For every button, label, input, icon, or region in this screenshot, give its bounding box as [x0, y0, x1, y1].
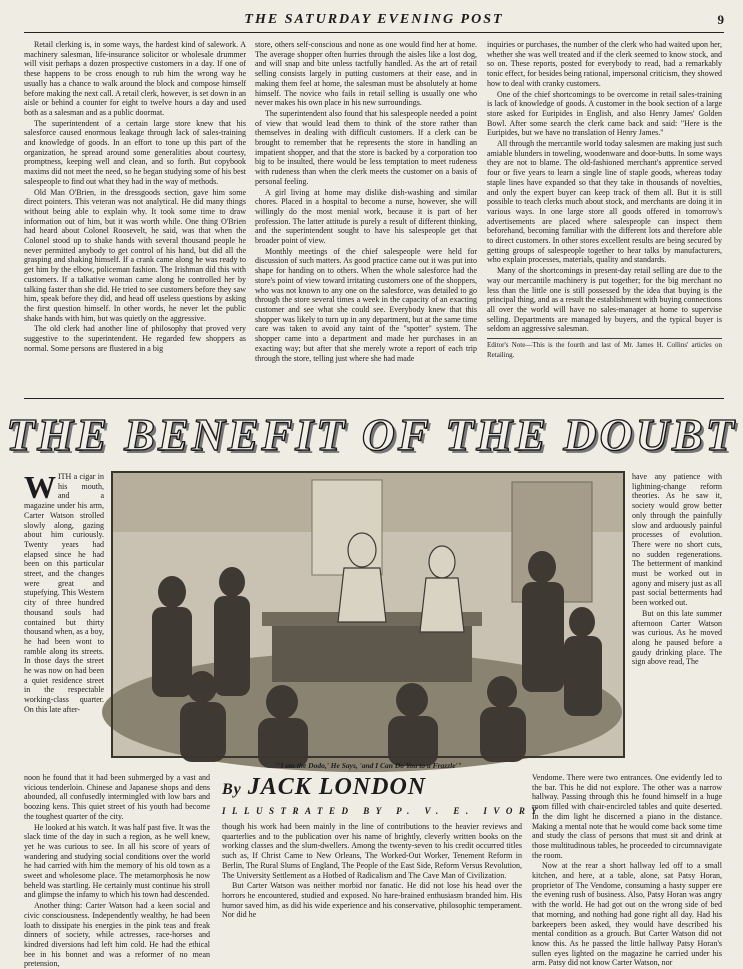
paragraph: But Carter Watson was neither morbid nor fanatic. He did not lose his head over the horrors he encountered, studied and exposed. No hare-brained enthusiasm branded him. His humor saved him, as did his wide experience and his conservative, philosophic temperament. Nor did he	[222, 881, 522, 920]
paragraph: But on this late summer afternoon Carter Watson was curious. As he moved along he paused before a gaudy drinking place. The sign above read, The	[632, 608, 722, 667]
paragraph: noon he found that it had been submerged by a vast and vicious tenderloin. Chinese and Japanese shops and dens abounded, all confusedly intermingled with low bars and boozing kens. This quiet street of his youth had become the toughest quarter of the city.	[24, 773, 210, 821]
paragraph: He looked at his watch. It was half past five. It was the slack time of the day in such a region, as he well knew, yet he was curious to see. In all his score of years of wandering and studying social conditions over the world he had carried with him the memory of his old town as a sweet and wholesome place. The metamorphosis he now beheld was startling. He certainly must continue his stroll and glimpse the infamy to which his town had descended.	[24, 822, 210, 900]
illustration-drawing	[112, 472, 624, 757]
story-left-narrow-column	[24, 469, 104, 770]
paragraph: Monthly meetings of the chief salespeople were held for discussion of such matters. As good practice came out it was put into shape for handing on to others. When the whole salesforce had the store's point of view toward irritating customers one of the shoppers, who was not known to any one on the salesforce, was detailed to go through the store several times a week in the capacity of an exacting customer and see what she could see. Everybody knew that this shopper was likely to turn up in any department, but at the same time care was taken to avoid any taint of the "spotter" system. The shopper came into a department and made her purchases in an exacting way; but after that she merely wrote a report of each trip through the store, telling just where she had made	[255, 246, 477, 363]
story-headline: THE BENEFIT OF THE DOUBT	[6, 409, 737, 460]
paragraph: Now at the rear a short hallway led off to a small kitchen, and here, at a table, alone, sat Patsy Horan, proprietor of The Vendome, consuming a hasty supper ere the evening rush of business. Also, Patsy Horan was angry with the world. He had got out on the wrong side of bed that morning, and nothing had gone right all day. Had his barkeepers been asked, they would have described his mental condition as a grouch. But Carter Watson did not know this. As he passed the little hallway Patsy Horan's sullen eyes lighted on the magazine he carried under his arm. Patsy did not know Carter Watson, nor	[532, 861, 722, 968]
paragraph: inquiries or purchases, the number of the clerk who had waited upon her, whether she was well treated and if the clerk seemed to know stock, and so on. These reports, posted for everybody to read, had a remarkably tonic effect, for besides being rational, impersonal criticism, they showed how to deal with cranky customers.	[487, 40, 722, 88]
paragraph: The old clerk had another line of philosophy that proved very suggestive to the superintendent. He regarded few shoppers as normal. Some persons are flustered in a big	[24, 324, 246, 353]
paragraph: The superintendent also found that his salespeople needed a point of view that would lead them to think of the store rather than themselves in dealing with difficult customers. If a clerk can be brought to remember that he represents the store in handling an impatient shopper, and that the store is backed by a corporation too big to be insulted, there would be less temptation to meet rudeness with rudeness than when the clerk meets the customer on a basis of personal feeling.	[255, 108, 477, 186]
paragraph: Retail clerking is, in some ways, the hardest kind of salework. A machinery salesman, life-insurance solicitor or wholesale drummer will visit perhaps a dozen prospective customers in a day. If one of these happens to be cross enough to rub him the wrong way he usually has a chance to walk around the block and compose himself before making the next call. A retail clerk, however, is set down in an aisle or behind a counter for eight to twelve hours a day and used both as a salesman and as a public doormat.	[24, 40, 246, 117]
page-number: 9	[717, 12, 724, 27]
author-name: JACK LONDON	[247, 774, 427, 800]
illustration-caption: "'I am the Dodo,' He Says, 'and I Can Do You to a Frazzle'"	[274, 761, 462, 770]
story-opening-paragraph	[24, 469, 104, 715]
paragraph: All through the mercantile world today salesmen are making just such amiable blunders in toweling, woodenware and door-butts. In some ways they are not to blame. The old-fashioned merchant's apprentice served four or five years to learn a single line of staple goods, whereas today staple lines have expanded so that they take in thousands of novelties, and only the expert buyer can keep track of them all. But it is still possible to teach clerks much about stock, and merchants are doing it in various ways. In one large store all goods offered in tomorrow's advertisements are placed where salespeople can inspect them beforehand, becoming familiar with the different lots and therefore able to direct customers. In other stores excellent results are being secured by getting groups of salespeople together to hear talks by manufacturers, who explain processes, materials, quality and standards.	[487, 139, 722, 265]
paragraph: The superintendent of a certain large store knew that his salesforce caused enormous leakage through lack of sales-training and knowledge of goods. In an effort to tone up this part of the organization, he spread around some generalities about courtesy, promptness, keeping well and clean, and so forth. But copybook maxims did not meet the need, so he began studying some of his best salespeople to find out what they had in the way of methods.	[24, 118, 246, 186]
paragraph: Many of the shortcomings in present-day retail selling are due to the way our mercantile machinery is put together; for the big merchant no less than the little one is still possessed by the idea that buying is the principal thing, and as a result the establishment with buying connections all over the world will have no sales-manager at home to supervise selling. Departments are managed by buyers, and the typical buyer is seldom an aggressive salesman.	[487, 266, 722, 334]
top-article-column-3	[487, 40, 722, 392]
story-left-wide-column	[24, 773, 210, 969]
author-byline	[222, 774, 522, 801]
section-divider	[24, 398, 724, 399]
top-article-column-2	[255, 40, 477, 392]
story-illustration	[112, 472, 624, 757]
paragraph: have any patience with lightning-change reform theories. As he saw it, society would grow better only through the painfully slow and arduously painful processes of evolution. There were no short cuts, no sudden regenerations. The betterment of mankind must be worked out in agony and misery just as all past social betterments had been worked out.	[632, 472, 722, 608]
story-opening-text: ITH a cigar in his mouth, and a magazine under his arm, Carter Watson strolled slowly along, gazing about him curiously. Twenty years had elapsed since he had been on this particular street, and the changes were great and stupefying. This Western city of three hundred thousand souls had contained but thirty thousand when, as a boy, he had been wont to ramble along its streets. In those days the street he was now on had been a quiet residence street in the respectable working-class quarter. On this late after-	[24, 472, 104, 714]
drop-cap: W	[24, 469, 56, 505]
story-right-narrow-column	[632, 472, 722, 770]
paragraph: Vendome. There were two entrances. One evidently led to the bar. This he did not explore. The other was a narrow hallway. Passing through this he found himself in a huge room filled with chair-encircled tables and quite deserted. In the dim light he discerned a piano in the distance. Making a mental note that he would come back some time and study the class of persons that must sit and drink at those multitudinous tables, he proceeded to circumnavigate the room.	[532, 773, 722, 860]
story-right-wide-column	[532, 773, 722, 968]
top-article-column-1	[24, 40, 246, 392]
paragraph: One of the chief shortcomings to be overcome in retail sales-training is lack of knowledge of goods. A customer in the book section of a large store asked for Euripides in English, and also Henry James' Golden Bowl. After some search the clerk came back and said: "Here is the Euripides, but we have no translation of Henry James."	[487, 89, 722, 138]
story-middle-column	[222, 822, 522, 955]
paragraph: Another thing: Carter Watson had a keen social and civic consciousness. Independently wealthy, he had been loath to dissipate his energies in the pink teas and freak dinners of society, while actresses, race-horses and kindred diversions had left him cold. He had the ethical bee in his bonnet and was a reformer of no mean pretension,	[24, 901, 210, 969]
paragraph: store, others self-conscious and none as one would find her at home. The average shopper often hurries through the aisles like a lost dog, and will snap and bite unless tactfully handled. As the art of retail selling consists largely in putting customers at their ease, and in making them feel at home, the salesman must be absolutely at home himself. The novice who fails in retail selling is usually one who never makes his own place in his new surroundings.	[255, 40, 477, 108]
byline-prefix: By	[222, 781, 242, 798]
editor-note: Editor's Note—This is the fourth and last of Mr. James H. Collins' articles on Retailing.	[487, 338, 722, 360]
masthead	[24, 10, 724, 33]
illustrator-credit: ILLUSTRATED BY P. V. E. IVORY	[222, 806, 544, 816]
paragraph: though his work had been mainly in the line of contributions to the heavier reviews and quarterlies and to the publication over his name of brightly, cleverly written books on the working classes and the slum-dwellers. Among the twenty-seven to his credit occurred titles such as, If Christ Came to New Orleans, The Worked-Out Worker, Tenement Reform in Berlin, The Rural Slums of England, The People of the East Side, Reform Versus Revolution, The University Settlement as a Hotbed of Radicalism and The Cave Man of Civilization.	[222, 822, 522, 880]
paragraph: A girl living at home may dislike dish-washing and similar chores. Placed in a hospital to become a nurse, however, she will willingly do the most menial work, because it is part of her profession. The latter attitude is purely a result of different thinking, and the superintendent sought to have his salespeople get that broader point of view.	[255, 187, 477, 246]
paragraph: Old Man O'Brien, in the dressgoods section, gave him some direct pointers. This veteran was not analytical. He did many things without being able to explain why. It took some time to draw information out of him, but it was worth while. One thing O'Brien had heard about Colonel Roosevelt, he said, was that when the Colonel stood up to shake hands with several thousand people he never permitted anybody to get control of his hand, but did all the grasping and shaking himself. If a crank came along he was ready to get him by the elbow, policeman fashion. The Irishman did this with customers. If a talkative woman came along he controlled her by talking faster than she did. He tried to see customers before they saw him, speak before they did, and head off useless questions by asking the first question himself. In other words, he never let the public shake hands with him, but was quietly on the aggressive.	[24, 187, 246, 323]
publication-title: THE SATURDAY EVENING POST	[244, 12, 504, 27]
